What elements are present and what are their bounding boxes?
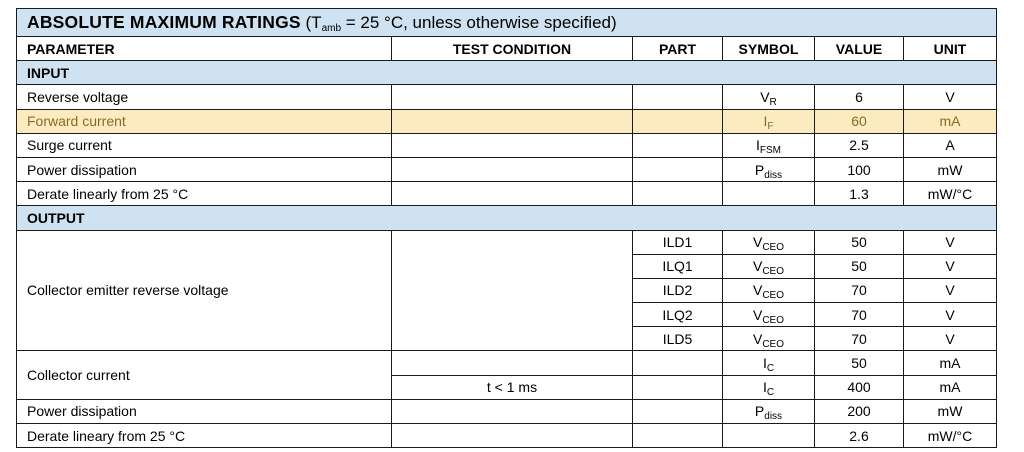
condition-cell xyxy=(392,399,633,423)
part-cell xyxy=(633,375,723,399)
ratings-table-container xyxy=(16,8,996,448)
part-cell xyxy=(633,351,723,375)
header-test-condition: TEST CONDITION xyxy=(392,37,633,61)
part-cell xyxy=(633,182,723,206)
symbol-main: V xyxy=(752,306,763,323)
value-cell: 50 xyxy=(815,351,904,375)
value-cell: 60 xyxy=(815,109,904,133)
value-cell: 50 xyxy=(815,230,904,254)
parameter-cell: Power dissipation xyxy=(17,157,392,181)
header-row xyxy=(17,37,997,61)
value-cell: 400 xyxy=(815,375,904,399)
table-title xyxy=(17,9,997,37)
table-row xyxy=(17,424,997,448)
unit-cell: V xyxy=(904,303,997,327)
symbol-sub: FSM xyxy=(759,145,781,157)
symbol-sub: diss xyxy=(764,411,783,423)
parameter-cell: Collector emitter reverse voltage xyxy=(17,230,392,351)
title-note-post: = 25 °C, unless otherwise specified) xyxy=(341,13,617,32)
symbol-main: P xyxy=(754,403,765,420)
symbol-cell xyxy=(723,157,815,181)
value-cell: 50 xyxy=(815,254,904,278)
section-label-input: INPUT xyxy=(17,61,997,85)
parameter-cell: Derate lineary from 25 °C xyxy=(17,424,392,448)
table-row xyxy=(17,182,997,206)
symbol-cell xyxy=(723,85,815,109)
header-unit: UNIT xyxy=(904,37,997,61)
symbol-sub: C xyxy=(766,387,775,399)
symbol-cell xyxy=(723,230,815,254)
symbol-main: I xyxy=(763,113,768,130)
symbol-cell xyxy=(723,327,815,351)
unit-cell: V xyxy=(904,85,997,109)
part-cell xyxy=(633,157,723,181)
symbol-cell xyxy=(723,182,815,206)
condition-cell xyxy=(392,230,633,351)
part-cell: ILQ1 xyxy=(633,254,723,278)
condition-cell xyxy=(392,85,633,109)
table-row xyxy=(17,133,997,157)
value-cell: 70 xyxy=(815,327,904,351)
symbol-cell xyxy=(723,375,815,399)
symbol-sub: R xyxy=(769,96,777,108)
condition-cell: t < 1 ms xyxy=(392,375,633,399)
title-note-pre: (T xyxy=(300,13,322,32)
part-cell: ILQ2 xyxy=(633,303,723,327)
unit-cell: mW/°C xyxy=(904,424,997,448)
symbol-sub: C xyxy=(766,363,775,375)
value-cell: 200 xyxy=(815,399,904,423)
symbol-main: V xyxy=(760,88,770,105)
parameter-cell: Forward current xyxy=(17,109,392,133)
part-cell xyxy=(633,424,723,448)
part-cell: ILD5 xyxy=(633,327,723,351)
unit-cell: mW xyxy=(904,399,997,423)
condition-cell xyxy=(392,133,633,157)
part-cell xyxy=(633,399,723,423)
table-row xyxy=(17,230,997,254)
symbol-sub: F xyxy=(767,121,774,133)
header-symbol: SYMBOL xyxy=(723,37,815,61)
unit-cell: mW xyxy=(904,157,997,181)
value-cell: 70 xyxy=(815,303,904,327)
unit-cell: A xyxy=(904,133,997,157)
symbol-sub: CEO xyxy=(762,338,784,350)
value-cell: 100 xyxy=(815,157,904,181)
part-cell xyxy=(633,109,723,133)
symbol-sub: CEO xyxy=(762,314,784,326)
symbol-main: V xyxy=(752,330,763,347)
table-row-highlighted xyxy=(17,109,997,133)
symbol-cell xyxy=(723,351,815,375)
symbol-main: V xyxy=(752,234,763,251)
header-parameter: PARAMETER xyxy=(17,37,392,61)
part-cell: ILD2 xyxy=(633,278,723,302)
section-label-output: OUTPUT xyxy=(17,206,997,230)
unit-cell: V xyxy=(904,327,997,351)
condition-cell xyxy=(392,351,633,375)
symbol-cell xyxy=(723,109,815,133)
title-row xyxy=(17,9,997,37)
symbol-cell xyxy=(723,133,815,157)
part-cell: ILD1 xyxy=(633,230,723,254)
part-cell xyxy=(633,133,723,157)
unit-cell: mA xyxy=(904,351,997,375)
value-cell: 6 xyxy=(815,85,904,109)
symbol-cell xyxy=(723,278,815,302)
parameter-cell: Surge current xyxy=(17,133,392,157)
unit-cell: V xyxy=(904,278,997,302)
condition-cell xyxy=(392,424,633,448)
section-row-output xyxy=(17,206,997,230)
symbol-cell xyxy=(723,303,815,327)
unit-cell: mW/°C xyxy=(904,182,997,206)
value-cell: 70 xyxy=(815,278,904,302)
table-row xyxy=(17,399,997,423)
symbol-cell xyxy=(723,399,815,423)
symbol-main: I xyxy=(762,355,767,372)
symbol-cell xyxy=(723,424,815,448)
symbol-cell xyxy=(723,254,815,278)
value-cell: 1.3 xyxy=(815,182,904,206)
table-row xyxy=(17,351,997,375)
section-row-input xyxy=(17,61,997,85)
unit-cell: V xyxy=(904,230,997,254)
symbol-sub: CEO xyxy=(762,242,784,254)
unit-cell: V xyxy=(904,254,997,278)
condition-cell xyxy=(392,109,633,133)
table-row xyxy=(17,157,997,181)
value-cell: 2.6 xyxy=(815,424,904,448)
symbol-main: V xyxy=(752,258,763,275)
parameter-cell: Power dissipation xyxy=(17,399,392,423)
unit-cell: mA xyxy=(904,109,997,133)
header-part: PART xyxy=(633,37,723,61)
title-bold-text: ABSOLUTE MAXIMUM RATINGS xyxy=(27,12,301,32)
title-note-sub: amb xyxy=(321,23,342,34)
absolute-maximum-ratings-table xyxy=(16,8,997,448)
part-cell xyxy=(633,85,723,109)
value-cell: 2.5 xyxy=(815,133,904,157)
condition-cell xyxy=(392,182,633,206)
header-value: VALUE xyxy=(815,37,904,61)
symbol-sub: CEO xyxy=(762,290,784,302)
parameter-cell: Collector current xyxy=(17,351,392,399)
symbol-sub: CEO xyxy=(762,266,784,278)
symbol-main: P xyxy=(754,161,765,178)
symbol-sub: diss xyxy=(764,169,783,181)
condition-cell xyxy=(392,157,633,181)
symbol-main: V xyxy=(752,282,763,299)
symbol-main: I xyxy=(762,379,767,396)
parameter-cell: Derate linearly from 25 °C xyxy=(17,182,392,206)
parameter-cell: Reverse voltage xyxy=(17,85,392,109)
table-row xyxy=(17,85,997,109)
symbol-main: I xyxy=(756,137,760,154)
unit-cell: mA xyxy=(904,375,997,399)
